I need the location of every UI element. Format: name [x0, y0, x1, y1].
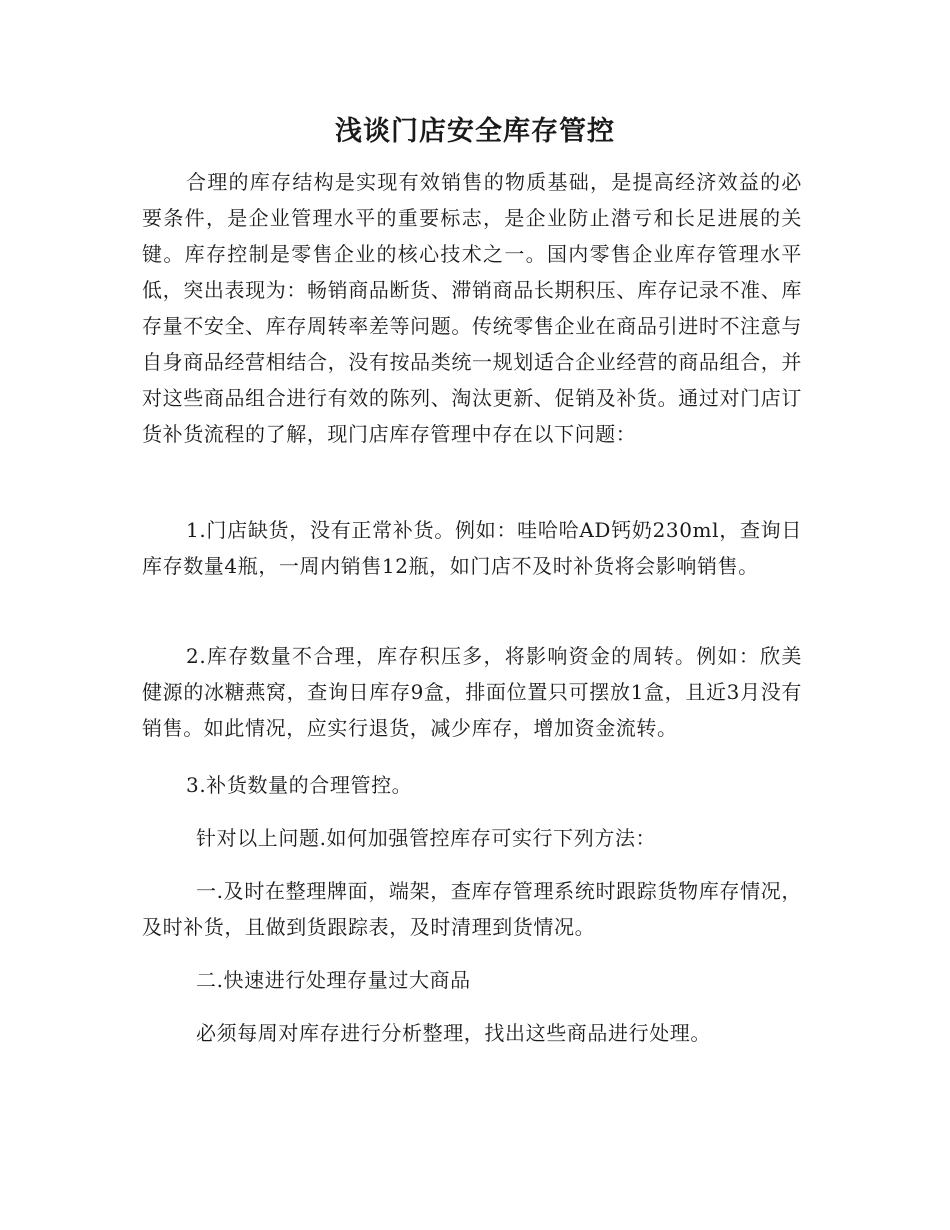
issue-3-paragraph: 3.补货数量的合理管控。 — [186, 773, 413, 797]
issue-1-paragraph: 1.门店缺货，没有正常补货。例如：哇哈哈AD钙奶230ml，查询日库存数量4瓶，一周内销售12瓶，如门店不及时补货将会影响销售。 — [142, 518, 802, 578]
methods-intro-paragraph: 针对以上问题.如何加强管控库存可实行下列方法： — [196, 826, 657, 850]
issue-2-paragraph: 2.库存数量不合理，库存积压多，将影响资金的周转。例如：欣美健源的冰糖燕窝，查询日库存9盒，排面位置只可摆放1盒，且近3月没有销售。如此情况，应实行退货，减少库存，增加资金流转。 — [142, 644, 802, 740]
method-1-paragraph: 一.及时在整理牌面，端架，查库存管理系统时跟踪货物库存情况，及时补货，且做到货跟踪表，及时清理到货情况。 — [142, 879, 802, 939]
intro-paragraph: 合理的库存结构是实现有效销售的物质基础，是提高经济效益的必要条件，是企业管理水平的重要标志，是企业防止潜亏和长足进展的关键。库存控制是零售企业的核心技术之一。国内零售企业库存管理水平低，突出表现为：畅销商品断货、滞销商品长期积压、库存记录不准、库存量不安全、库存周转率差等问题。传统零售企业在商品引进时不注意与自身商品经营相结合，没有按品类统一规划适合企业经营的商品组合，并对这些商品组合进行有效的陈列、淘汰更新、促销及补货。通过对门店订货补货流程的了解，现门店库存管理中存在以下问题： — [142, 170, 802, 446]
document-title: 浅谈门店安全库存管控 — [335, 116, 615, 147]
method-2-heading: 二.快速进行处理存量过大商品 — [196, 968, 471, 992]
method-2-paragraph: 必须每周对库存进行分析整理，找出这些商品进行处理。 — [196, 1021, 711, 1045]
